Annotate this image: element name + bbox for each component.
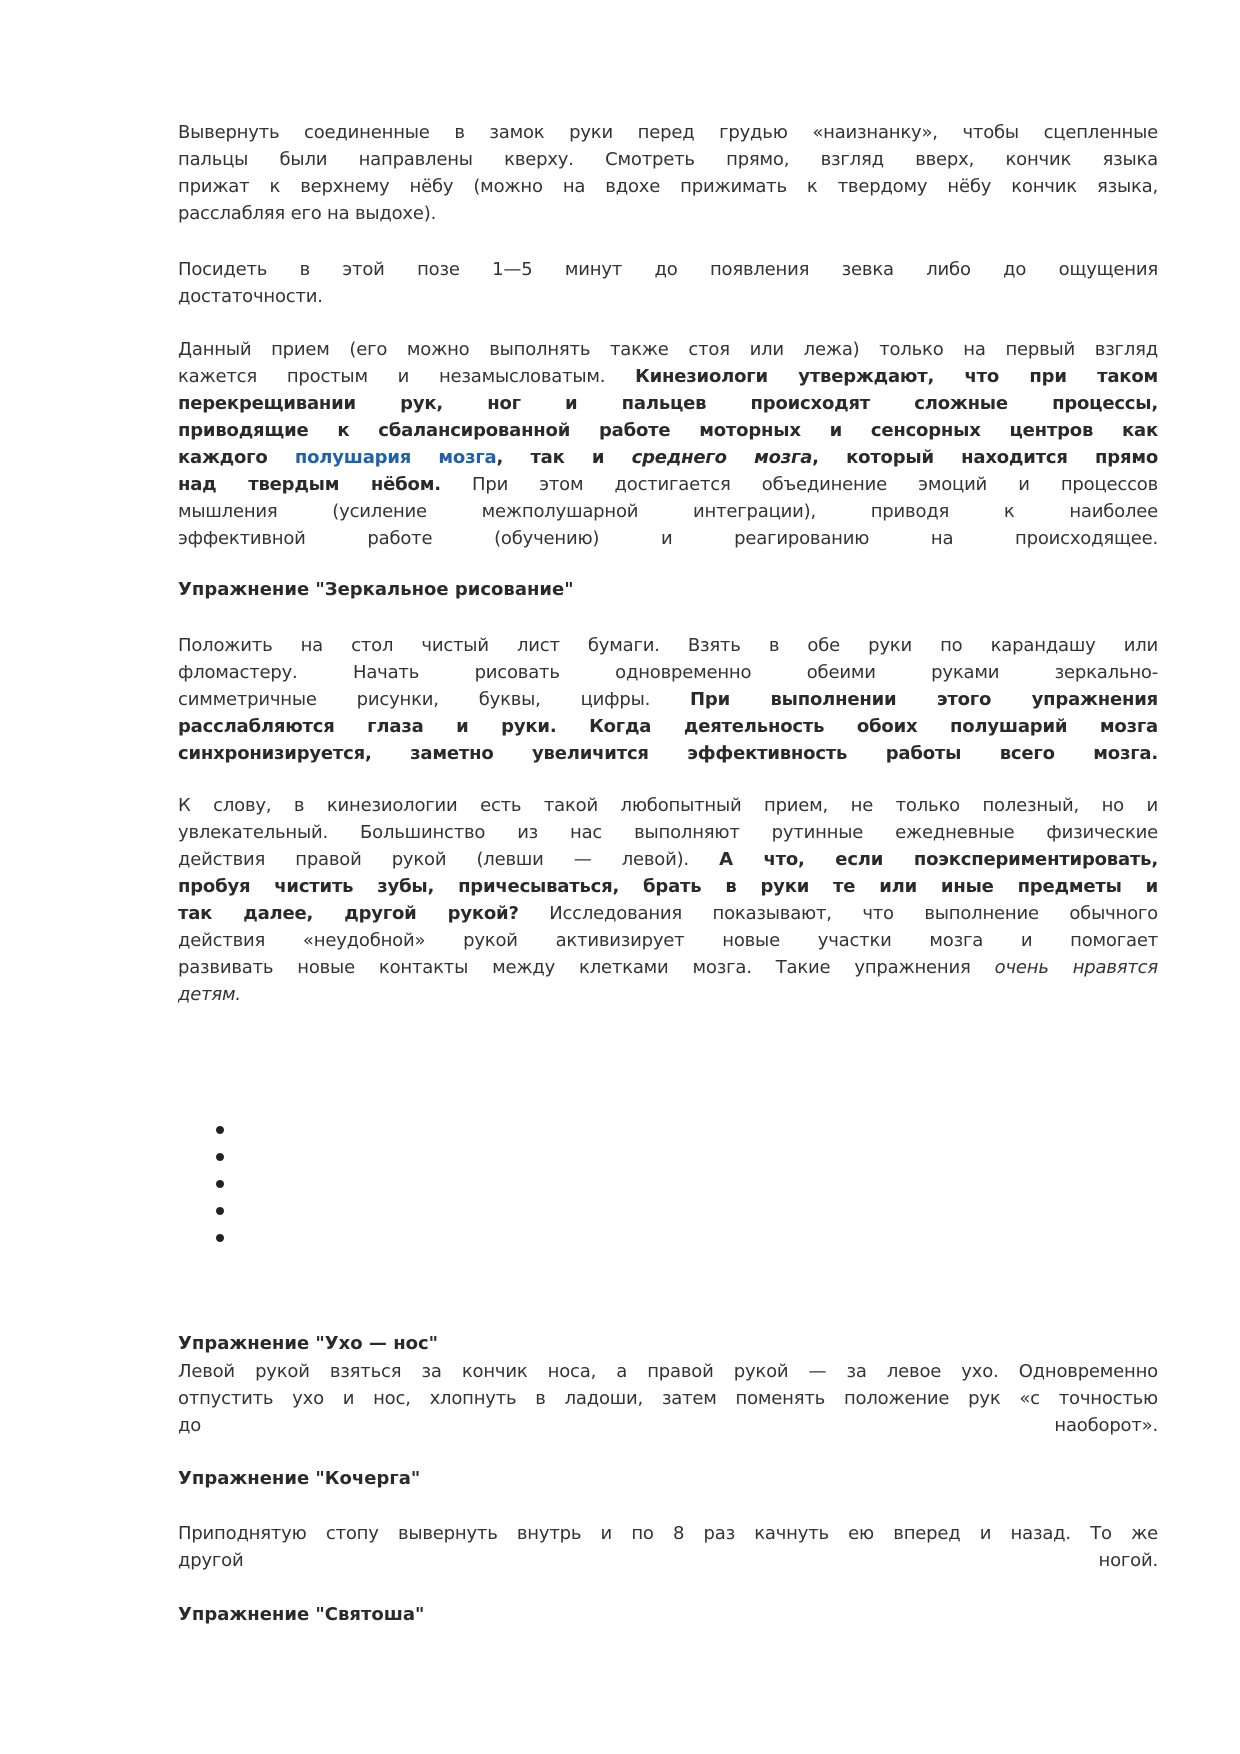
paragraph-kinesiology xyxy=(178,336,1158,552)
text-line xyxy=(178,1385,1158,1412)
heading-ear-nose: Упражнение "Ухо — нос" xyxy=(178,1333,439,1354)
paragraph-ear-nose xyxy=(178,1358,1158,1439)
bullet xyxy=(216,1234,224,1242)
paragraph-other-hand xyxy=(178,792,1158,1008)
text-line xyxy=(178,363,1158,390)
heading-saint: Упражнение "Святоша" xyxy=(178,1604,425,1625)
text-line xyxy=(178,819,1158,846)
text-run: расслабляя его на выдохе). xyxy=(178,203,437,224)
bullet xyxy=(216,1180,224,1188)
text-run: При этом достигается объединение эмоций и процессов xyxy=(440,474,1158,495)
text-line xyxy=(178,498,1158,525)
paragraph-mirror-drawing xyxy=(178,632,1158,767)
text-run: до наоборот». xyxy=(178,1415,1158,1436)
link-brain-hemisphere[interactable]: полушария мозга xyxy=(294,447,497,468)
text-run: При выполнении этого упражнения xyxy=(690,689,1158,710)
text-run: перекрещивании рук, ног и пальцев происходят сложные процессы, xyxy=(178,393,1158,414)
bullet xyxy=(216,1207,224,1215)
text-run: К слову, в кинезиологии есть такой любопытный прием, не только полезный, но и xyxy=(178,795,1158,816)
text-run: , так и xyxy=(496,447,632,468)
text-run: , который находится прямо xyxy=(812,447,1158,468)
text-run: Приподнятую стопу вывернуть внутрь и по 8 раз качнуть ею вперед и назад. То же xyxy=(178,1523,1158,1544)
text-line xyxy=(178,173,1158,200)
text-line xyxy=(178,954,1158,981)
heading-mirror-drawing: Упражнение "Зеркальное рисование" xyxy=(178,579,574,600)
text-line xyxy=(178,1358,1158,1385)
text-run: мышления (усиление межполушарной интеграции), приводя к наиболее xyxy=(178,501,1158,522)
text-run: приводящие к сбалансированной работе моторных и сенсорных центров как xyxy=(178,420,1158,441)
paragraph-poker xyxy=(178,1520,1158,1574)
text-line xyxy=(178,632,1158,659)
text-run: А что, если поэкспериментировать, xyxy=(719,849,1158,870)
text-run: прижат к верхнему нёбу (можно на вдохе прижимать к твердому нёбу кончик языка, xyxy=(178,176,1158,197)
bullet xyxy=(216,1126,224,1134)
text-run: эффективной работе (обучению) и реагированию на происходящее. xyxy=(178,528,1158,549)
text-line xyxy=(178,471,1158,498)
text-run: среднего мозга xyxy=(631,447,813,468)
text-run: пробуя чистить зубы, причесываться, брать в руки те или иные предметы и xyxy=(178,876,1158,897)
text-run: расслабляются глаза и руки. Когда деятельность обоих полушарий мозга xyxy=(178,716,1158,737)
heading-poker: Упражнение "Кочерга" xyxy=(178,1468,421,1489)
text-run: развивать новые контакты между клетками мозга. Такие упражнения xyxy=(178,957,995,978)
text-line xyxy=(178,740,1158,767)
text-line xyxy=(178,444,1158,471)
text-line xyxy=(178,525,1158,552)
text-run: действия правой рукой (левши — левой). xyxy=(178,849,720,870)
text-line xyxy=(178,792,1158,819)
text-run: отпустить ухо и нос, хлопнуть в ладоши, затем поменять положение рук «с точностью xyxy=(178,1388,1158,1409)
text-line xyxy=(178,417,1158,444)
text-run: Посидеть в этой позе 1—5 минут до появления зевка либо до ощущения xyxy=(178,259,1158,280)
text-line xyxy=(178,200,1158,227)
text-run: Данный прием (его можно выполнять также стоя или лежа) только на первый взгляд xyxy=(178,339,1158,360)
text-run: достаточности. xyxy=(178,286,323,307)
text-line xyxy=(178,336,1158,363)
paragraph-duration xyxy=(178,256,1158,310)
text-run: Вывернуть соединенные в замок руки перед грудью «наизнанку», чтобы сцепленные xyxy=(178,122,1158,143)
text-run: детям. xyxy=(178,984,241,1005)
text-run: увлекательный. Большинство из нас выполняют рутинные ежедневные физические xyxy=(178,822,1158,843)
text-line xyxy=(178,873,1158,900)
text-line xyxy=(178,1547,1158,1574)
text-line xyxy=(178,1412,1158,1439)
text-line xyxy=(178,900,1158,927)
text-run: симметричные рисунки, буквы, цифры. xyxy=(178,689,691,710)
text-line xyxy=(178,846,1158,873)
text-line xyxy=(178,146,1158,173)
text-line xyxy=(178,686,1158,713)
text-line xyxy=(178,119,1158,146)
text-run: синхронизируется, заметно увеличится эффективность работы всего мозга. xyxy=(178,743,1158,764)
text-line xyxy=(178,256,1158,283)
paragraph-pose xyxy=(178,119,1158,227)
text-run: кажется простым и незамысловатым. xyxy=(178,366,636,387)
text-run: фломастеру. Начать рисовать одновременно обеими руками зеркально- xyxy=(178,662,1158,683)
text-line xyxy=(178,927,1158,954)
text-line xyxy=(178,390,1158,417)
text-run: так далее, другой рукой? xyxy=(178,903,519,924)
text-line xyxy=(178,283,1158,310)
text-line xyxy=(178,1520,1158,1547)
text-run: Исследования показывают, что выполнение обычного xyxy=(518,903,1158,924)
text-run: каждого xyxy=(178,447,295,468)
bullet xyxy=(216,1153,224,1161)
text-run: другой ногой. xyxy=(178,1550,1158,1571)
text-run: над твердым нёбом. xyxy=(178,474,441,495)
text-run: Кинезиологи утверждают, что при таком xyxy=(635,366,1159,387)
text-run: очень нравятся xyxy=(994,957,1158,978)
text-line xyxy=(178,713,1158,740)
text-line xyxy=(178,659,1158,686)
text-line xyxy=(178,981,1158,1008)
text-run: Положить на стол чистый лист бумаги. Взять в обе руки по карандашу или xyxy=(178,635,1158,656)
text-run: пальцы были направлены кверху. Смотреть прямо, взгляд вверх, кончик языка xyxy=(178,149,1158,170)
text-run: Левой рукой взяться за кончик носа, а правой рукой — за левое ухо. Одновременно xyxy=(178,1361,1158,1382)
text-run: действия «неудобной» рукой активизирует новые участки мозга и помогает xyxy=(178,930,1158,951)
